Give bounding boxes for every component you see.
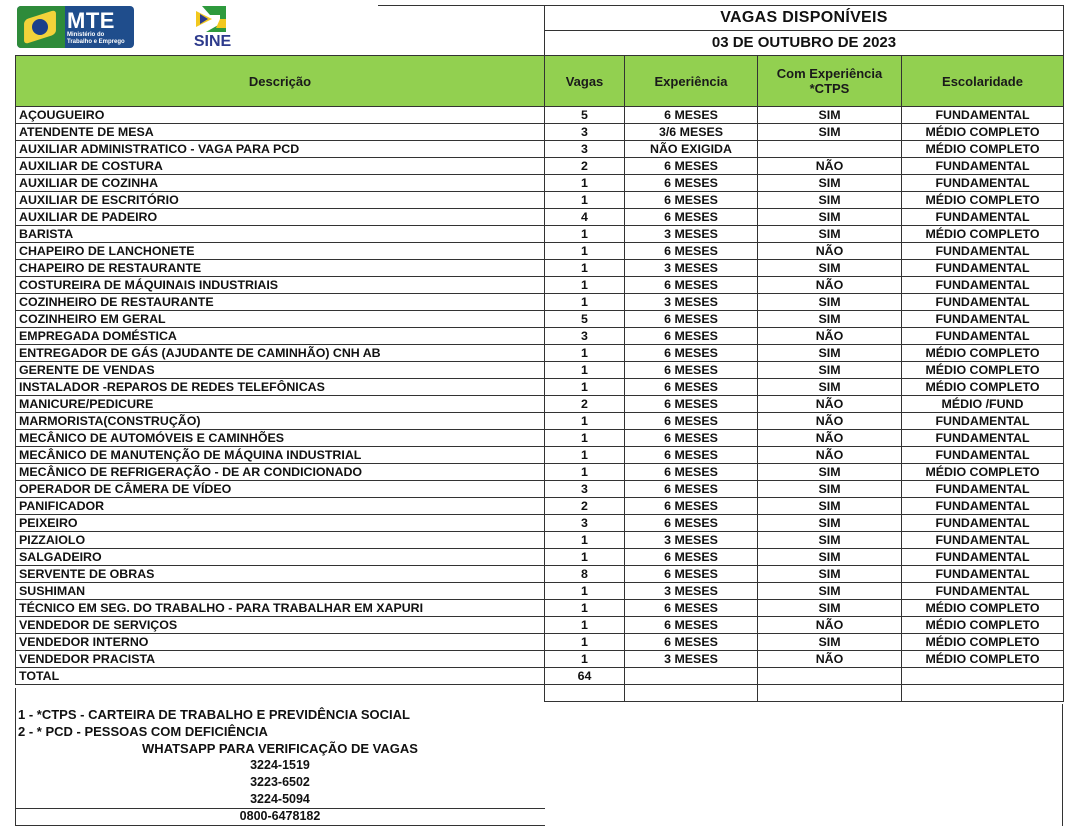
cell-ctps: SIM [758,226,902,243]
cell-descricao: COZINHEIRO DE RESTAURANTE [16,294,545,311]
page-date: 03 DE OUTUBRO DE 2023 [545,31,1063,56]
cell-escolaridade: FUNDAMENTAL [902,532,1064,549]
cell-escolaridade: FUNDAMENTAL [902,107,1064,124]
cell-vagas: 1 [545,464,625,481]
table-row [16,515,1064,532]
cell-experiencia: 6 MESES [625,481,758,498]
cell-escolaridade: MÉDIO COMPLETO [902,651,1064,668]
cell-vagas: 3 [545,481,625,498]
cell-vagas: 1 [545,617,625,634]
cell-descricao: COZINHEIRO EM GERAL [16,311,545,328]
cell-escolaridade: FUNDAMENTAL [902,158,1064,175]
cell-ctps: SIM [758,294,902,311]
cell-escolaridade: MÉDIO COMPLETO [902,379,1064,396]
table-row [16,651,1064,668]
cell-experiencia: 6 MESES [625,192,758,209]
cell-vagas: 1 [545,651,625,668]
cell-escolaridade: FUNDAMENTAL [902,328,1064,345]
cell-ctps: NÃO [758,447,902,464]
table-row [16,464,1064,481]
cell-experiencia: 6 MESES [625,362,758,379]
table-row [16,549,1064,566]
cell-experiencia: NÃO EXIGIDA [625,141,758,158]
cell-experiencia: 3 MESES [625,651,758,668]
cell-ctps: SIM [758,107,902,124]
table-row [16,226,1064,243]
cell-empty [758,685,902,702]
table-row [16,481,1064,498]
cell-ctps: NÃO [758,158,902,175]
cell-ctps: SIM [758,345,902,362]
cell-descricao: AUXILIAR DE ESCRITÓRIO [16,192,545,209]
cell-vagas: 1 [545,583,625,600]
cell-ctps: NÃO [758,617,902,634]
table-row [16,141,1064,158]
cell-descricao: MECÂNICO DE REFRIGERAÇÃO - DE AR CONDICIONADO [16,464,545,481]
table-row [16,311,1064,328]
cell-ctps: SIM [758,260,902,277]
total-vagas: 64 [545,668,625,685]
cell-experiencia: 6 MESES [625,158,758,175]
cell-vagas: 1 [545,345,625,362]
cell-ctps: SIM [758,600,902,617]
cell-ctps: SIM [758,566,902,583]
cell-ctps: SIM [758,549,902,566]
cell-experiencia: 6 MESES [625,566,758,583]
cell-vagas: 5 [545,107,625,124]
cell-empty [545,685,625,702]
cell-escolaridade: FUNDAMENTAL [902,260,1064,277]
cell-escolaridade: MÉDIO COMPLETO [902,617,1064,634]
cell-descricao: GERENTE DE VENDAS [16,362,545,379]
cell-ctps: SIM [758,124,902,141]
phone-number: 3223-6502 [250,775,310,789]
cell-descricao: AUXILIAR ADMINISTRATICO - VAGA PARA PCD [16,141,545,158]
cell-experiencia: 6 MESES [625,311,758,328]
cell-experiencia: 6 MESES [625,447,758,464]
cell-escolaridade: MÉDIO COMPLETO [902,362,1064,379]
cell-vagas: 3 [545,124,625,141]
cell-descricao: ATENDENTE DE MESA [16,124,545,141]
cell-experiencia: 3 MESES [625,294,758,311]
table-row [16,209,1064,226]
cell-descricao: VENDEDOR INTERNO [16,634,545,651]
cell-experiencia: 6 MESES [625,600,758,617]
mte-logo-title: MTE [67,8,115,33]
cell-escolaridade: FUNDAMENTAL [902,243,1064,260]
cell-experiencia: 6 MESES [625,430,758,447]
cell-escolaridade: FUNDAMENTAL [902,430,1064,447]
cell-experiencia: 6 MESES [625,379,758,396]
footnote-pcd: 2 - * PCD - PESSOAS COM DEFICIÊNCIA [18,724,268,739]
cell-descricao: VENDEDOR PRACISTA [16,651,545,668]
page-title: VAGAS DISPONÍVEIS [545,6,1063,31]
cell-escolaridade: FUNDAMENTAL [902,311,1064,328]
cell-descricao: AUXILIAR DE COSTURA [16,158,545,175]
table-row [16,532,1064,549]
table-row [16,107,1064,124]
cell-vagas: 1 [545,243,625,260]
cell-ctps: SIM [758,464,902,481]
mte-logo-subtitle: Ministério do Trabalho e Emprego [67,32,125,45]
cell-ctps: SIM [758,515,902,532]
cell-experiencia: 6 MESES [625,498,758,515]
cell-ctps: SIM [758,498,902,515]
cell-escolaridade: MÉDIO COMPLETO [902,634,1064,651]
cell-vagas: 1 [545,532,625,549]
table-row [16,430,1064,447]
table-row [16,124,1064,141]
cell-descricao: MARMORISTA(CONSTRUÇÃO) [16,413,545,430]
table-row [16,277,1064,294]
column-header-escolaridade: Escolaridade [902,56,1064,107]
cell-escolaridade: FUNDAMENTAL [902,175,1064,192]
cell-descricao: MANICURE/PEDICURE [16,396,545,413]
cell-escolaridade: MÉDIO COMPLETO [902,192,1064,209]
column-header-ctps: Com Experiência *CTPS [758,56,902,107]
cell-vagas: 1 [545,294,625,311]
cell-experiencia: 6 MESES [625,549,758,566]
cell-descricao: SALGADEIRO [16,549,545,566]
cell-ctps: NÃO [758,413,902,430]
cell-experiencia: 6 MESES [625,345,758,362]
cell-escolaridade: FUNDAMENTAL [902,515,1064,532]
cell-ctps: SIM [758,362,902,379]
table-row [16,600,1064,617]
table-row [16,362,1064,379]
cell-descricao: COSTUREIRA DE MÁQUINAIS INDUSTRIAIS [16,277,545,294]
cell-descricao: PEIXEIRO [16,515,545,532]
cell-vagas: 1 [545,549,625,566]
cell-experiencia: 6 MESES [625,396,758,413]
cell-experiencia: 6 MESES [625,107,758,124]
cell-descricao: CHAPEIRO DE LANCHONETE [16,243,545,260]
cell-ctps: NÃO [758,243,902,260]
column-header-vagas: Vagas [545,56,625,107]
cell-descricao: SERVENTE DE OBRAS [16,566,545,583]
cell-descricao: CHAPEIRO DE RESTAURANTE [16,260,545,277]
cell-experiencia: 3 MESES [625,260,758,277]
phone-number: 3224-1519 [250,758,310,772]
cell-descricao: PIZZAIOLO [16,532,545,549]
cell-ctps: SIM [758,192,902,209]
border-right [1062,704,1063,826]
cell-vagas: 1 [545,277,625,294]
table-row [16,243,1064,260]
cell-vagas: 3 [545,141,625,158]
table-row [16,566,1064,583]
cell-ctps: NÃO [758,430,902,447]
column-header-experiencia: Experiência [625,56,758,107]
cell-escolaridade: MÉDIO COMPLETO [902,141,1064,158]
cell-vagas: 1 [545,192,625,209]
total-row [16,668,1064,685]
cell-experiencia: 6 MESES [625,515,758,532]
cell-descricao: SUSHIMAN [16,583,545,600]
cell-experiencia: 3 MESES [625,583,758,600]
cell-empty [902,685,1064,702]
title-box [544,5,1064,56]
cell-ctps: SIM [758,311,902,328]
cell-vagas: 1 [545,226,625,243]
cell-vagas: 4 [545,209,625,226]
cell-experiencia: 6 MESES [625,464,758,481]
cell-escolaridade: FUNDAMENTAL [902,413,1064,430]
cell-ctps: NÃO [758,328,902,345]
table-row [16,192,1064,209]
cell-escolaridade: MÉDIO COMPLETO [902,226,1064,243]
cell-vagas: 5 [545,311,625,328]
cell-escolaridade: FUNDAMENTAL [902,498,1064,515]
cell-empty [902,668,1064,685]
cell-experiencia: 6 MESES [625,617,758,634]
table-row [16,583,1064,600]
cell-vagas: 8 [545,566,625,583]
cell-escolaridade: MÉDIO COMPLETO [902,345,1064,362]
total-label: TOTAL [16,668,545,685]
cell-vagas: 1 [545,362,625,379]
cell-experiencia: 6 MESES [625,175,758,192]
cell-escolaridade: FUNDAMENTAL [902,209,1064,226]
table-row [16,413,1064,430]
table-row [16,175,1064,192]
cell-vagas: 3 [545,328,625,345]
cell-vagas: 2 [545,498,625,515]
cell-escolaridade: FUNDAMENTAL [902,583,1064,600]
cell-experiencia: 6 MESES [625,209,758,226]
table-row [16,379,1064,396]
cell-descricao: AUXILIAR DE COZINHA [16,175,545,192]
cell-descricao: TÉCNICO EM SEG. DO TRABALHO - PARA TRABALHAR EM XAPURI [16,600,545,617]
table-row [16,158,1064,175]
cell-empty [625,668,758,685]
whatsapp-label: WHATSAPP PARA VERIFICAÇÃO DE VAGAS [142,741,418,756]
brazil-flag-icon [17,6,65,48]
table-row [16,498,1064,515]
cell-vagas: 1 [545,413,625,430]
cell-ctps: SIM [758,175,902,192]
phone-number: 3224-5094 [250,792,310,806]
divider [15,808,545,809]
cell-descricao: VENDEDOR DE SERVIÇOS [16,617,545,634]
cell-descricao: AÇOUGUEIRO [16,107,545,124]
cell-experiencia: 3 MESES [625,226,758,243]
cell-descricao: BARISTA [16,226,545,243]
cell-descricao: OPERADOR DE CÂMERA DE VÍDEO [16,481,545,498]
tollfree-number: 0800-6478182 [239,809,321,823]
cell-ctps: NÃO [758,277,902,294]
cell-vagas: 1 [545,430,625,447]
blank-row [16,685,1064,702]
sine-mark-icon [196,6,226,32]
cell-empty [16,685,545,702]
cell-vagas: 1 [545,379,625,396]
cell-ctps: NÃO [758,396,902,413]
cell-vagas: 2 [545,158,625,175]
footnote-ctps: 1 - *CTPS - CARTEIRA DE TRABALHO E PREVIDÊNCIA SOCIAL [18,707,410,722]
table-row [16,345,1064,362]
cell-escolaridade: FUNDAMENTAL [902,549,1064,566]
cell-ctps: SIM [758,583,902,600]
divider [378,5,544,6]
cell-escolaridade: MÉDIO COMPLETO [902,124,1064,141]
cell-escolaridade: FUNDAMENTAL [902,277,1064,294]
sine-logo-title: SINE [193,33,232,50]
sine-logo [190,6,235,52]
table-header-row [16,56,1064,107]
cell-descricao: PANIFICADOR [16,498,545,515]
cell-descricao: INSTALADOR -REPAROS DE REDES TELEFÔNICAS [16,379,545,396]
cell-vagas: 1 [545,260,625,277]
cell-escolaridade: FUNDAMENTAL [902,481,1064,498]
cell-escolaridade: MÉDIO /FUND [902,396,1064,413]
cell-ctps: SIM [758,481,902,498]
cell-experiencia: 6 MESES [625,277,758,294]
cell-escolaridade: FUNDAMENTAL [902,566,1064,583]
cell-empty [625,685,758,702]
cell-ctps [758,141,902,158]
cell-experiencia: 6 MESES [625,413,758,430]
cell-descricao: ENTREGADOR DE GÁS (AJUDANTE DE CAMINHÃO) CNH AB [16,345,545,362]
cell-ctps: SIM [758,209,902,226]
cell-vagas: 1 [545,600,625,617]
table-row [16,634,1064,651]
cell-descricao: MECÂNICO DE AUTOMÓVEIS E CAMINHÕES [16,430,545,447]
cell-vagas: 1 [545,175,625,192]
cell-escolaridade: MÉDIO COMPLETO [902,600,1064,617]
cell-descricao: AUXILIAR DE PADEIRO [16,209,545,226]
vagas-table [15,55,1064,702]
table-row [16,328,1064,345]
table-row [16,447,1064,464]
cell-experiencia: 6 MESES [625,634,758,651]
cell-vagas: 1 [545,634,625,651]
cell-escolaridade: FUNDAMENTAL [902,294,1064,311]
column-header-descricao: Descrição [16,56,545,107]
cell-vagas: 1 [545,447,625,464]
cell-experiencia: 6 MESES [625,243,758,260]
cell-descricao: MECÂNICO DE MANUTENÇÃO DE MÁQUINA INDUSTRIAL [16,447,545,464]
table-row [16,617,1064,634]
table-row [16,396,1064,413]
cell-escolaridade: FUNDAMENTAL [902,447,1064,464]
table-row [16,294,1064,311]
cell-ctps: SIM [758,379,902,396]
cell-empty [758,668,902,685]
cell-escolaridade: MÉDIO COMPLETO [902,464,1064,481]
cell-ctps: SIM [758,532,902,549]
cell-experiencia: 3/6 MESES [625,124,758,141]
cell-vagas: 2 [545,396,625,413]
mte-logo [17,6,134,48]
cell-experiencia: 6 MESES [625,328,758,345]
cell-ctps: NÃO [758,651,902,668]
cell-descricao: EMPREGADA DOMÉSTICA [16,328,545,345]
table-row [16,260,1064,277]
cell-vagas: 3 [545,515,625,532]
cell-experiencia: 3 MESES [625,532,758,549]
cell-ctps: SIM [758,634,902,651]
